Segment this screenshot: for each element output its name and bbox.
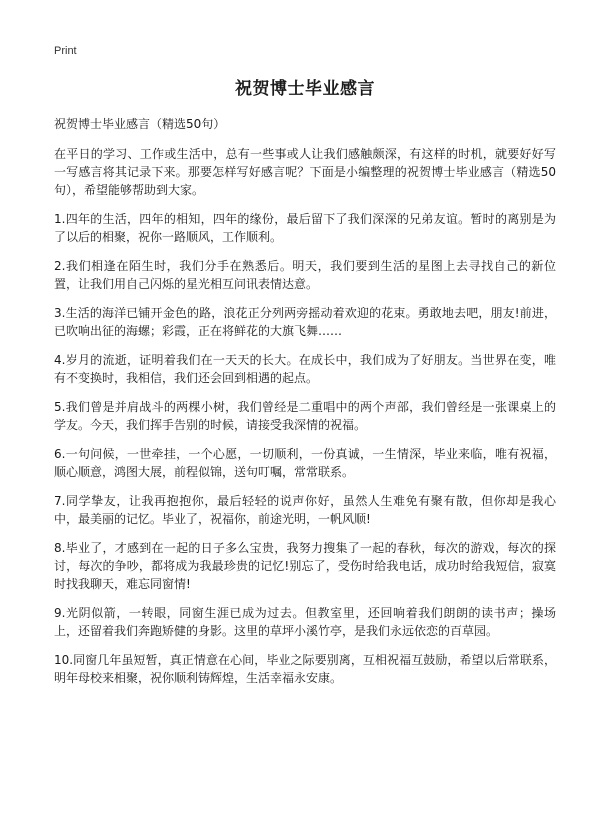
list-item-6: 6.一句问候，一世牵挂，一个心愿，一切顺利，一份真诚，一生情深，毕业来临，唯有祝福，顺心顺意，鸿图大展，前程似锦，送句叮嘱，常常联系。 (54, 447, 556, 479)
list-item-5: 5.我们曾是并肩战斗的两棵小树，我们曾经是二重唱中的两个声部，我们曾经是一张课桌上的学友。今天，我们挥手告别的时候，请接受我深情的祝福。 (54, 400, 556, 432)
list-item-4: 4.岁月的流逝，证明着我们在一天天的长大。在成长中，我们成为了好朋友。当世界在变，唯有不变换时，我相信，我们还会回到相遇的起点。 (54, 353, 556, 385)
list-item-8: 8.毕业了，才感到在一起的日子多么宝贵，我努力搜集了一起的春秋，每次的游戏，每次的探讨，每次的争吵，都将成为我最珍贵的记忆!别忘了，受伤时给我电话，成功时给我短信，寂寞时找我聊天，难忘同窗情! (54, 541, 556, 591)
list-item-9: 9.光阴似箭，一转眼，同窗生涯已成为过去。但教室里，还回响着我们朗朗的读书声；操场上，还留着我们奔跑矫健的身影。这里的草坪小溪竹亭，是我们永远依恋的百草园。 (54, 606, 556, 638)
list-item-1: 1.四年的生活，四年的相知，四年的缘份，最后留下了我们深深的兄弟友谊。暂时的离别是为了以后的相聚，祝你一路顺风，工作顺利。 (54, 212, 556, 244)
page-title: 祝贺博士毕业感言 (235, 79, 375, 99)
list-item-2: 2.我们相逢在陌生时，我们分手在熟悉后。明天，我们要到生活的星图上去寻找自己的新位置，让我们用自己闪烁的星光相互问讯表情达意。 (54, 259, 556, 291)
list-item-3: 3.生活的海洋已铺开金色的路，浪花正分列两旁摇动着欢迎的花束。勇敢地去吧，朋友!前进，已吹响出征的海螺；彩霞，正在将鲜花的大旗飞舞…… (54, 306, 556, 338)
print-link[interactable]: Print (54, 45, 77, 57)
intro-paragraph: 在平日的学习、工作或生活中，总有一些事或人让我们感触颇深，有这样的时机，就要好好写一写感言将其记录下来。那要怎样写好感言呢？下面是小编整理的祝贺博士毕业感言（精选50句），希望能够帮助到大家。 (54, 147, 556, 197)
list-item-7: 7.同学挚友，让我再抱抱你，最后轻轻的说声你好，虽然人生难免有聚有散，但你却是我心中，最美丽的记忆。毕业了，祝福你，前途光明，一帆风顺! (54, 494, 556, 526)
list-item-10: 10.同窗几年虽短暂，真正情意在心间，毕业之际要别离，互相祝福互鼓励，希望以后常联系，明年母校来相聚，祝你顺利铸辉煌，生活幸福永安康。 (54, 653, 556, 685)
document-subtitle: 祝贺博士毕业感言（精选50句） (54, 117, 226, 131)
